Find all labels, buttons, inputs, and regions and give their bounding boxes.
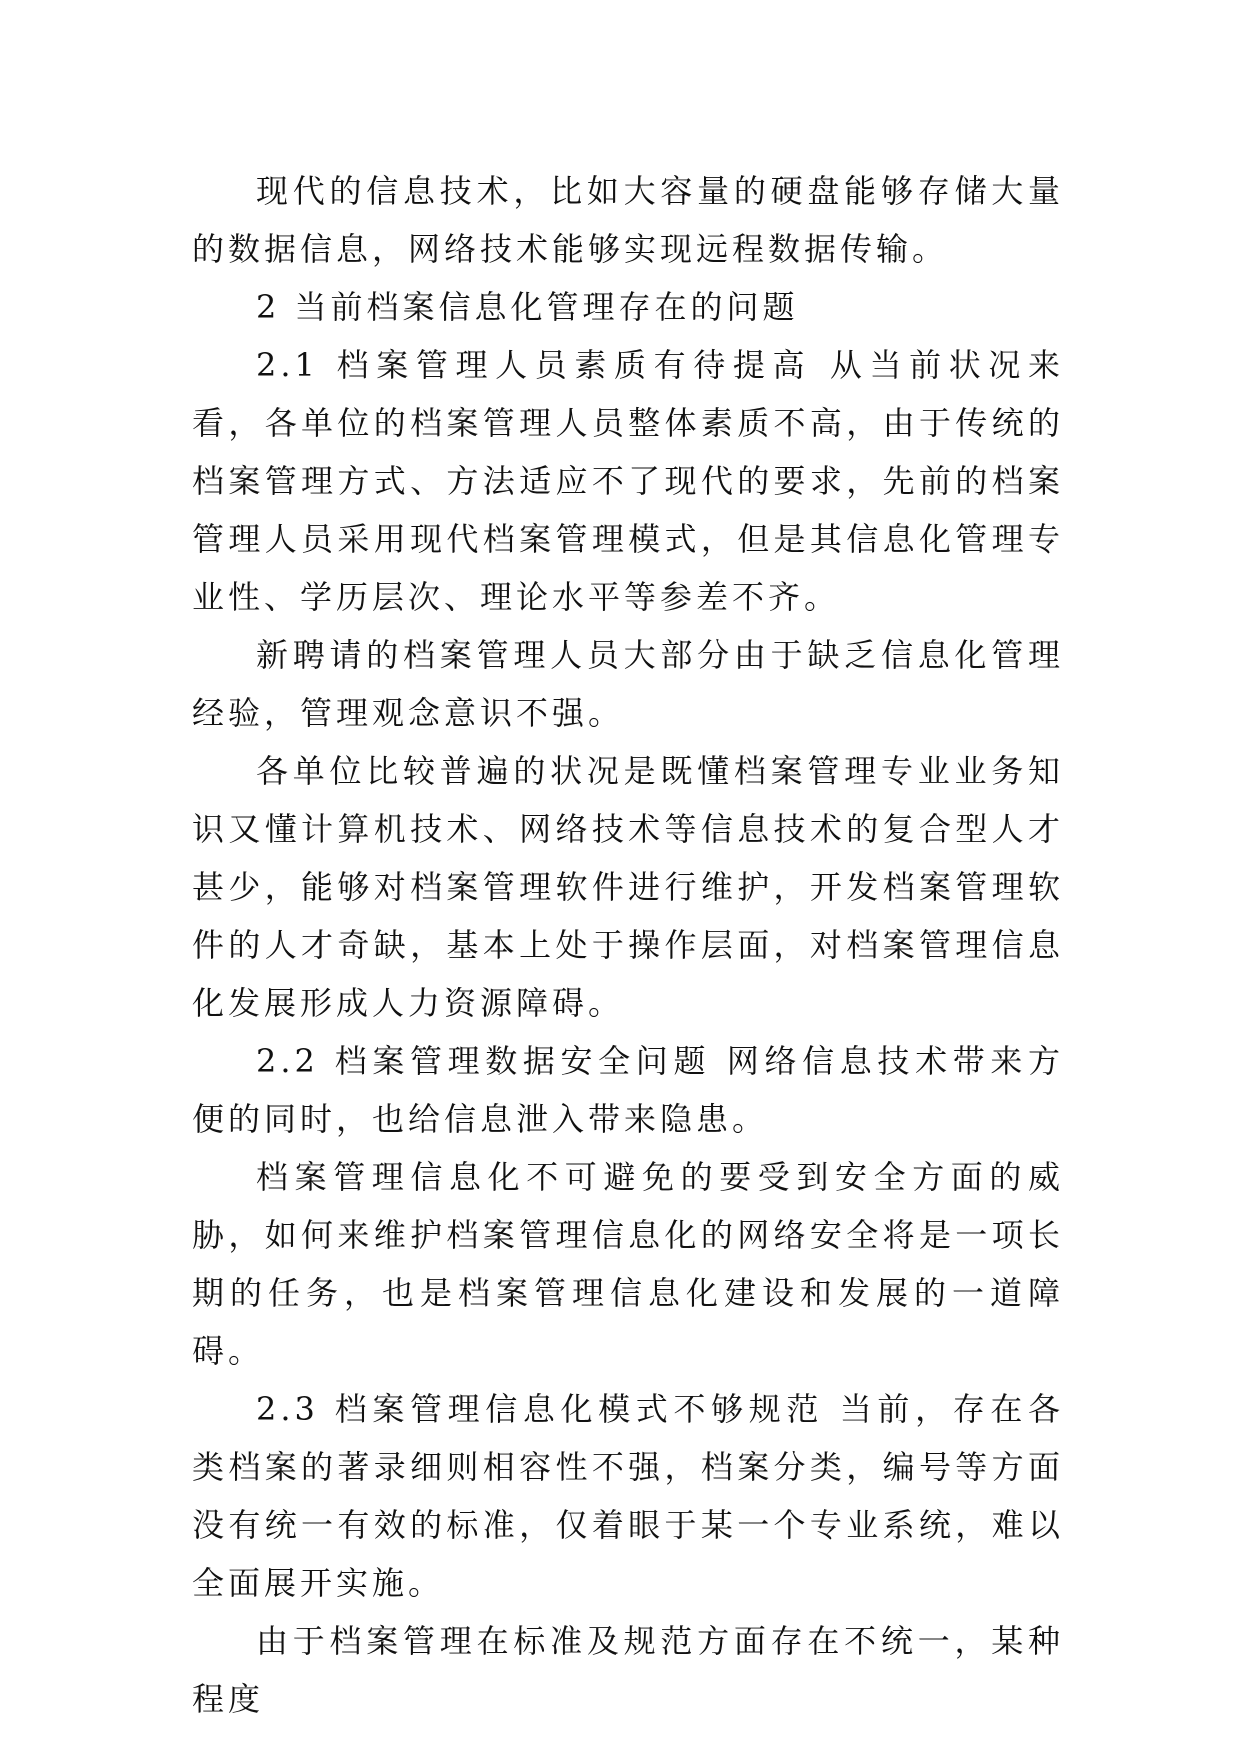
paragraph-talent-shortage: 各单位比较普遍的状况是既懂档案管理专业业务知识又懂计算机技术、网络技术等信息技术的复合型人才甚少，能够对档案管理软件进行维护，开发档案管理软件的人才奇缺，基本上处于操作层面，对档案管理信息化发展形成人力资源障碍。 bbox=[192, 752, 1064, 1022]
paragraph-2-3: 2.3 档案管理信息化模式不够规范 当前，存在各类档案的著录细则相容性不强，档案分类，编号等方面没有统一有效的标准，仅着眼于某一个专业系统，难以全面展开实施。 bbox=[192, 1390, 1064, 1602]
paragraph-standards: 由于档案管理在标准及规范方面存在不统一，某种程度 bbox=[192, 1622, 1064, 1718]
paragraph-2-1: 2.1 档案管理人员素质有待提高 从当前状况来看，各单位的档案管理人员整体素质不高，由于传统的档案管理方式、方法适应不了现代的要求，先前的档案管理人员采用现代档案管理模式，但是其信息化管理专业性、学历层次、理论水平等参差不齐。 bbox=[192, 346, 1064, 616]
paragraph-1: 现代的信息技术，比如大容量的硬盘能够存储大量的数据信息，网络技术能够实现远程数据传输。 bbox=[192, 172, 1064, 268]
paragraph-security-threat: 档案管理信息化不可避免的要受到安全方面的威胁，如何来维护档案管理信息化的网络安全将是一项长期的任务，也是档案管理信息化建设和发展的一道障碍。 bbox=[192, 1158, 1064, 1370]
paragraph-new-staff: 新聘请的档案管理人员大部分由于缺乏信息化管理经验，管理观念意识不强。 bbox=[192, 636, 1064, 732]
section-heading-2: 2 当前档案信息化管理存在的问题 bbox=[256, 288, 799, 326]
document-body bbox=[192, 162, 1064, 1728]
paragraph-2-2: 2.2 档案管理数据安全问题 网络信息技术带来方便的同时，也给信息泄入带来隐患。 bbox=[192, 1042, 1064, 1138]
